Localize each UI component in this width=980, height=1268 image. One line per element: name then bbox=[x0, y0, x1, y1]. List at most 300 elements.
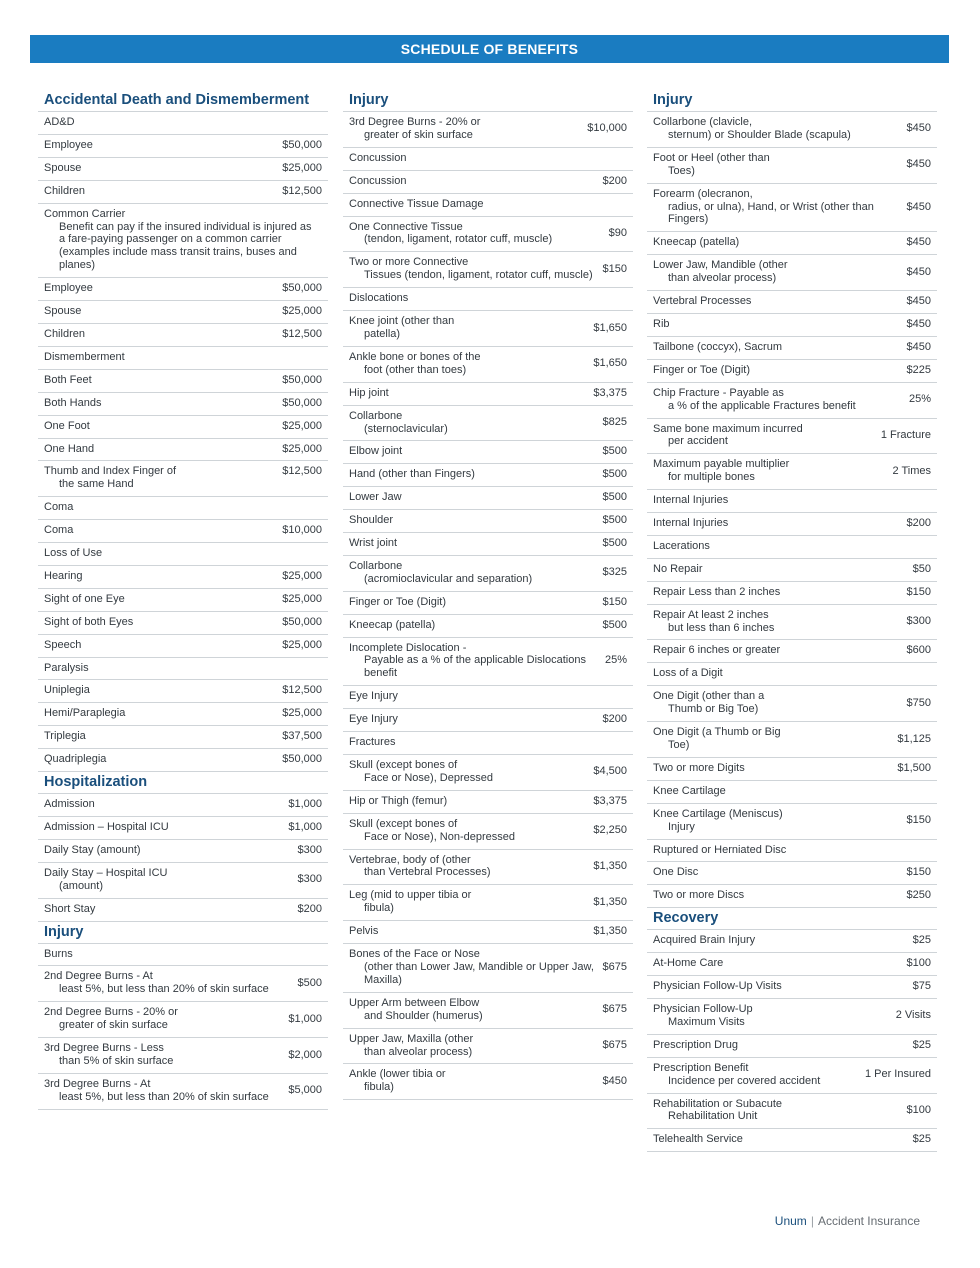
benefit-label-group bbox=[44, 593, 274, 606]
benefit-row bbox=[38, 112, 328, 135]
benefit-row bbox=[343, 252, 633, 288]
benefit-amount: $12,500 bbox=[282, 465, 322, 478]
benefit-amount: $150 bbox=[906, 814, 931, 827]
benefit-label: Internal Injuries bbox=[653, 517, 729, 530]
benefit-label: Triplegia bbox=[44, 730, 86, 743]
benefit-label: Maximum payable multiplier bbox=[653, 458, 790, 471]
benefit-amount: $1,350 bbox=[593, 859, 627, 872]
benefit-row bbox=[38, 966, 328, 1002]
benefit-label: Finger or Toe (Digit) bbox=[653, 363, 750, 376]
benefit-row bbox=[38, 461, 328, 497]
benefit-label-continued: Incidence per covered accident bbox=[668, 1074, 821, 1087]
benefit-label: Hand (other than Fingers) bbox=[349, 468, 475, 481]
benefit-amount: $100 bbox=[906, 957, 931, 970]
benefit-label-group bbox=[44, 903, 290, 916]
benefit-row bbox=[647, 885, 937, 908]
benefit-label: Ankle (lower tibia or bbox=[349, 1068, 446, 1081]
benefit-row bbox=[647, 419, 937, 455]
benefit-label: Eye Injury bbox=[349, 690, 398, 703]
benefit-row bbox=[38, 589, 328, 612]
benefit-label-group bbox=[349, 410, 595, 436]
benefit-label: Both Feet bbox=[44, 373, 92, 386]
benefit-label-continued: fibula) bbox=[364, 902, 394, 915]
benefit-label-group bbox=[44, 162, 274, 175]
benefit-row bbox=[38, 520, 328, 543]
benefit-label-group bbox=[44, 1042, 280, 1068]
benefit-label: Knee Cartilage bbox=[653, 784, 726, 797]
benefit-label-continued: (other than Lower Jaw, Mandible or Upper Jaw, Maxilla) bbox=[364, 960, 594, 986]
benefit-row bbox=[38, 278, 328, 301]
benefit-row bbox=[38, 658, 328, 681]
benefit-row bbox=[38, 135, 328, 158]
benefit-row bbox=[343, 464, 633, 487]
benefit-label: Two or more Discs bbox=[653, 889, 745, 902]
benefit-amount: $25,000 bbox=[282, 638, 322, 651]
benefit-label: One Hand bbox=[44, 442, 95, 455]
benefit-label: Two or more Digits bbox=[653, 761, 745, 774]
benefit-label: Leg (mid to upper tibia or bbox=[349, 889, 472, 902]
benefit-row bbox=[343, 592, 633, 615]
benefit-row bbox=[647, 513, 937, 536]
benefit-label: Vertebrae, body of (other bbox=[349, 853, 471, 866]
benefit-label-continued: least 5%, but less than 20% of skin surface bbox=[59, 1090, 269, 1103]
benefit-label-group bbox=[349, 759, 585, 785]
benefit-label-group bbox=[653, 341, 899, 354]
benefit-label-group bbox=[653, 586, 899, 599]
benefit-amount: $1,500 bbox=[897, 761, 931, 774]
benefit-label-continued: greater of skin surface bbox=[59, 1019, 168, 1032]
benefit-amount: $500 bbox=[602, 514, 627, 527]
benefit-row bbox=[647, 605, 937, 641]
benefit-amount: 25% bbox=[604, 654, 627, 667]
benefit-label-group bbox=[653, 494, 923, 507]
benefit-amount: $300 bbox=[297, 873, 322, 886]
benefit-row bbox=[647, 536, 937, 559]
benefit-amount: $25,000 bbox=[282, 161, 322, 174]
benefit-row bbox=[343, 383, 633, 406]
benefit-label-group bbox=[44, 501, 314, 514]
benefit-amount: $200 bbox=[906, 517, 931, 530]
column-1 bbox=[38, 90, 328, 1110]
benefit-label-group bbox=[653, 808, 899, 834]
benefit-label-group bbox=[349, 116, 579, 142]
benefit-label: Sight of both Eyes bbox=[44, 615, 134, 628]
benefit-amount: 1 Fracture bbox=[880, 428, 931, 441]
benefit-label-continued: Toes) bbox=[668, 164, 695, 177]
benefit-label: Concussion bbox=[349, 174, 407, 187]
benefit-label-continued: Face or Nose), Non-depressed bbox=[364, 830, 516, 843]
benefit-row bbox=[38, 612, 328, 635]
benefit-label-group bbox=[44, 948, 314, 961]
benefit-amount: $50,000 bbox=[282, 373, 322, 386]
benefit-label: 3rd Degree Burns - At bbox=[44, 1077, 151, 1090]
benefit-label: Loss of Use bbox=[44, 547, 103, 560]
benefit-amount: $250 bbox=[906, 889, 931, 902]
benefit-row bbox=[38, 635, 328, 658]
benefit-row bbox=[647, 383, 937, 419]
benefit-label: Collarbone (clavicle, bbox=[653, 116, 753, 128]
benefit-amount: $325 bbox=[602, 566, 627, 579]
benefit-label: Repair Less than 2 inches bbox=[653, 585, 781, 598]
benefit-label: Short Stay bbox=[44, 902, 96, 915]
benefit-label: Hip or Thigh (femur) bbox=[349, 794, 448, 807]
benefit-label: Chip Fracture - Payable as bbox=[653, 386, 784, 399]
benefit-row bbox=[38, 680, 328, 703]
section-heading: Recovery bbox=[647, 908, 937, 930]
footer-separator: | bbox=[810, 1214, 814, 1228]
benefit-label-group bbox=[44, 707, 274, 720]
benefit-label: Loss of a Digit bbox=[653, 667, 723, 680]
benefit-label-group bbox=[44, 208, 314, 273]
benefit-label-group bbox=[349, 514, 595, 527]
benefit-amount: $1,125 bbox=[897, 732, 931, 745]
benefit-amount: $50,000 bbox=[282, 138, 322, 151]
benefit-label: Spouse bbox=[44, 305, 82, 318]
benefit-label-group bbox=[44, 305, 274, 318]
benefit-amount: $675 bbox=[602, 1003, 627, 1016]
benefit-amount: $500 bbox=[602, 618, 627, 631]
benefit-label: Pelvis bbox=[349, 925, 379, 938]
benefit-label-continued: fibula) bbox=[364, 1081, 394, 1094]
benefit-amount: $150 bbox=[906, 866, 931, 879]
benefit-label-group bbox=[44, 465, 274, 491]
benefit-label-continued: Maximum Visits bbox=[668, 1015, 745, 1028]
benefit-label: Dislocations bbox=[349, 292, 409, 305]
benefit-label-group bbox=[44, 639, 274, 652]
benefit-label: Hip joint bbox=[349, 386, 389, 399]
benefit-row bbox=[38, 158, 328, 181]
benefit-label-group bbox=[349, 256, 595, 282]
benefit-row bbox=[647, 559, 937, 582]
benefit-row bbox=[647, 337, 937, 360]
benefit-label-continued: greater of skin surface bbox=[364, 128, 473, 141]
benefit-row bbox=[647, 640, 937, 663]
benefit-label: Lower Jaw bbox=[349, 491, 402, 504]
benefit-label-continued: foot (other than toes) bbox=[364, 363, 467, 376]
benefit-amount: $50 bbox=[912, 562, 931, 575]
benefit-label: Bones of the Face or Nose bbox=[349, 948, 480, 961]
benefit-label-group bbox=[653, 1062, 857, 1088]
benefit-amount: $675 bbox=[602, 960, 627, 973]
benefit-label-group bbox=[349, 642, 597, 681]
benefit-label: Spouse bbox=[44, 161, 82, 174]
benefit-label-group bbox=[349, 537, 595, 550]
benefit-label-group bbox=[349, 1033, 595, 1059]
benefit-row bbox=[343, 993, 633, 1029]
benefit-label: Same bone maximum incurred bbox=[653, 422, 803, 435]
benefit-label: Children bbox=[44, 327, 85, 340]
benefit-label: Rib bbox=[653, 317, 670, 330]
benefit-row bbox=[38, 347, 328, 370]
benefit-label-group bbox=[44, 867, 290, 893]
benefit-row bbox=[343, 148, 633, 171]
benefit-label: Ruptured or Herniated Disc bbox=[653, 843, 787, 856]
benefit-label: Eye Injury bbox=[349, 713, 398, 726]
benefit-label-group bbox=[44, 185, 274, 198]
benefit-label-group bbox=[349, 198, 619, 211]
benefit-row bbox=[647, 454, 937, 490]
benefit-label: Daily Stay (amount) bbox=[44, 843, 141, 856]
benefit-label-group bbox=[349, 818, 585, 844]
benefit-row bbox=[38, 370, 328, 393]
benefit-label: Employee bbox=[44, 282, 93, 295]
benefit-label: Daily Stay – Hospital ICU bbox=[44, 866, 168, 879]
benefit-row bbox=[38, 840, 328, 863]
benefit-amount: $450 bbox=[906, 200, 931, 213]
benefit-label: Lower Jaw, Mandible (other bbox=[653, 259, 788, 272]
benefit-label-group bbox=[653, 866, 899, 879]
benefit-amount: $5,000 bbox=[288, 1084, 322, 1097]
benefit-label-group bbox=[349, 315, 585, 341]
benefit-amount: $500 bbox=[602, 468, 627, 481]
benefit-label: Physician Follow-Up Visits bbox=[653, 980, 782, 993]
benefit-row bbox=[343, 510, 633, 533]
benefit-label-group bbox=[653, 458, 884, 484]
benefit-label: Shoulder bbox=[349, 514, 394, 527]
benefit-label: Skull (except bones of bbox=[349, 817, 458, 830]
benefit-amount: $12,500 bbox=[282, 184, 322, 197]
benefit-label-group bbox=[44, 547, 314, 560]
benefit-row bbox=[647, 1129, 937, 1152]
benefit-amount: $200 bbox=[602, 174, 627, 187]
benefit-row bbox=[38, 1002, 328, 1038]
benefit-amount: $50,000 bbox=[282, 282, 322, 295]
benefit-row bbox=[647, 804, 937, 840]
benefit-label: One Disc bbox=[653, 866, 699, 879]
benefit-row bbox=[647, 314, 937, 337]
benefit-row bbox=[647, 953, 937, 976]
benefit-row bbox=[38, 324, 328, 347]
benefit-amount: $25,000 bbox=[282, 707, 322, 720]
section-heading: Accidental Death and Dismemberment bbox=[38, 90, 328, 112]
benefit-label-continued: radius, or ulna), Hand, or Wrist (other than Fingers) bbox=[668, 200, 874, 226]
benefit-amount: 2 Visits bbox=[895, 1009, 931, 1022]
benefit-label-continued: Face or Nose), Depressed bbox=[364, 771, 493, 784]
benefit-row bbox=[343, 885, 633, 921]
benefit-label-continued: and Shoulder (humerus) bbox=[364, 1009, 483, 1022]
benefit-row bbox=[38, 393, 328, 416]
benefit-row bbox=[343, 217, 633, 253]
page-title: SCHEDULE OF BENEFITS bbox=[400, 41, 579, 57]
benefit-label-group bbox=[44, 397, 274, 410]
benefit-row bbox=[343, 1029, 633, 1065]
benefit-label-group bbox=[349, 690, 619, 703]
benefit-row bbox=[343, 944, 633, 993]
benefit-amount: $500 bbox=[602, 491, 627, 504]
footer bbox=[775, 1214, 920, 1228]
benefit-label-group bbox=[44, 684, 274, 697]
benefit-label-group bbox=[653, 1133, 905, 1146]
benefit-label-group bbox=[349, 795, 585, 808]
benefit-amount: $150 bbox=[602, 262, 627, 275]
benefit-label: Coma bbox=[44, 501, 74, 514]
benefit-amount: $25,000 bbox=[282, 305, 322, 318]
benefit-amount: $500 bbox=[602, 445, 627, 458]
benefit-label: Sight of one Eye bbox=[44, 592, 125, 605]
benefit-label: Admission – Hospital ICU bbox=[44, 821, 169, 833]
benefit-label: Quadriplegia bbox=[44, 753, 107, 766]
benefit-row bbox=[343, 686, 633, 709]
benefit-label: Wrist joint bbox=[349, 537, 398, 550]
benefit-label-continued: for multiple bones bbox=[668, 471, 755, 484]
benefit-label: Knee joint (other than bbox=[349, 315, 455, 328]
benefit-label-continued: than Vertebral Processes) bbox=[364, 866, 491, 879]
benefit-label-group bbox=[653, 295, 899, 308]
benefit-amount: 25% bbox=[908, 393, 931, 406]
benefit-label: Hearing bbox=[44, 569, 83, 582]
benefit-amount: $75 bbox=[912, 980, 931, 993]
benefit-label-group bbox=[44, 662, 314, 675]
benefit-label-continued: Tissues (tendon, ligament, rotator cuff, muscle) bbox=[364, 269, 593, 282]
benefit-row bbox=[343, 487, 633, 510]
benefit-label-continued: sternum) or Shoulder Blade (scapula) bbox=[668, 128, 851, 141]
benefit-label-continued: a % of the applicable Fractures benefit bbox=[668, 399, 856, 412]
benefit-label-group bbox=[349, 596, 595, 609]
benefit-label-continued: than alveolar process) bbox=[668, 272, 777, 285]
benefit-label: Prescription Drug bbox=[653, 1038, 738, 1051]
benefit-row bbox=[647, 232, 937, 255]
benefit-label: Fractures bbox=[349, 736, 396, 749]
benefit-label-group bbox=[44, 753, 274, 766]
benefit-label: Finger or Toe (Digit) bbox=[349, 595, 446, 608]
benefit-amount: $100 bbox=[906, 1103, 931, 1116]
benefit-label: Burns bbox=[44, 947, 73, 960]
benefit-amount: $12,500 bbox=[282, 684, 322, 697]
benefit-row bbox=[343, 533, 633, 556]
benefit-label: Coma bbox=[44, 524, 74, 537]
benefit-row bbox=[647, 781, 937, 804]
benefit-amount: $10,000 bbox=[587, 122, 627, 135]
benefit-label-group bbox=[44, 798, 280, 811]
benefit-label-continued: than 5% of skin surface bbox=[59, 1054, 174, 1067]
benefit-amount: $450 bbox=[906, 236, 931, 249]
benefit-label-group bbox=[653, 726, 889, 752]
benefit-row bbox=[343, 791, 633, 814]
benefit-label: Collarbone bbox=[349, 559, 403, 572]
benefit-amount: $1,000 bbox=[288, 821, 322, 833]
benefit-row bbox=[647, 112, 937, 148]
benefit-row bbox=[343, 171, 633, 194]
benefit-label-group bbox=[653, 116, 899, 142]
benefit-label: Children bbox=[44, 184, 85, 197]
benefit-row bbox=[647, 976, 937, 999]
benefit-amount: $450 bbox=[906, 265, 931, 278]
benefit-label-group bbox=[44, 524, 274, 537]
benefit-amount: $150 bbox=[602, 595, 627, 608]
benefit-label-group bbox=[44, 1078, 280, 1104]
footer-product: Accident Insurance bbox=[817, 1214, 920, 1228]
benefit-row bbox=[343, 288, 633, 311]
benefit-label-group bbox=[44, 443, 274, 456]
benefit-label-group bbox=[653, 259, 899, 285]
benefit-amount: $1,000 bbox=[288, 1012, 322, 1025]
benefit-row bbox=[38, 301, 328, 324]
benefit-label-continued: Injury bbox=[668, 820, 695, 833]
benefit-label: Rehabilitation or Subacute bbox=[653, 1097, 783, 1110]
benefit-label-group bbox=[653, 667, 923, 680]
benefit-row bbox=[38, 817, 328, 840]
benefit-label: Dismemberment bbox=[44, 350, 125, 363]
benefit-label: Prescription Benefit bbox=[653, 1061, 749, 1074]
benefit-amount: $90 bbox=[608, 226, 627, 239]
benefit-amount: $25 bbox=[912, 1038, 931, 1051]
benefit-label-group bbox=[44, 730, 274, 743]
benefit-label-group bbox=[44, 116, 314, 129]
benefit-row bbox=[38, 497, 328, 520]
benefit-label-group bbox=[653, 540, 923, 553]
benefit-row bbox=[647, 862, 937, 885]
benefit-label: Kneecap (patella) bbox=[653, 236, 740, 249]
benefit-row bbox=[343, 814, 633, 850]
benefit-label-continued: but less than 6 inches bbox=[668, 621, 775, 634]
benefit-label: Upper Jaw, Maxilla (other bbox=[349, 1032, 474, 1045]
benefit-amount: $50,000 bbox=[282, 615, 322, 628]
benefit-label-group bbox=[44, 420, 274, 433]
benefit-label-continued: (acromioclavicular and separation) bbox=[364, 572, 533, 585]
benefit-label-group bbox=[653, 188, 899, 227]
benefit-row bbox=[647, 1094, 937, 1130]
benefit-label: Tailbone (coccyx), Sacrum bbox=[653, 340, 782, 353]
benefit-label-group bbox=[653, 387, 901, 413]
benefit-row bbox=[38, 181, 328, 204]
benefit-amount: $450 bbox=[906, 122, 931, 135]
benefit-label-continued: Payable as a % of the applicable Dislocations benefit bbox=[364, 654, 586, 680]
benefit-label-group bbox=[349, 1068, 595, 1094]
benefit-row bbox=[647, 582, 937, 605]
benefit-label-group bbox=[349, 387, 585, 400]
benefit-label-group bbox=[349, 152, 619, 165]
benefit-amount: $1,650 bbox=[593, 357, 627, 370]
benefit-amount: $675 bbox=[602, 1039, 627, 1052]
benefit-label: Speech bbox=[44, 638, 82, 651]
benefit-amount: $4,500 bbox=[593, 765, 627, 778]
benefit-label-group bbox=[653, 423, 873, 449]
benefit-row bbox=[647, 490, 937, 513]
benefit-row bbox=[38, 439, 328, 462]
benefit-label: One Connective Tissue bbox=[349, 220, 463, 233]
benefit-label-group bbox=[44, 616, 274, 629]
benefit-label-continued: (sternoclavicular) bbox=[364, 422, 448, 435]
benefit-row bbox=[647, 930, 937, 953]
benefit-label-group bbox=[44, 139, 274, 152]
benefit-amount: $25,000 bbox=[282, 419, 322, 432]
benefit-label: Both Hands bbox=[44, 396, 102, 409]
benefit-label-group bbox=[653, 690, 899, 716]
benefit-label: AD&D bbox=[44, 116, 75, 128]
benefit-label-group bbox=[349, 468, 595, 481]
benefit-label: Repair 6 inches or greater bbox=[653, 644, 781, 657]
benefit-amount: $225 bbox=[906, 363, 931, 376]
benefit-amount: $1,650 bbox=[593, 321, 627, 334]
benefit-amount: $825 bbox=[602, 416, 627, 429]
benefit-row bbox=[38, 899, 328, 922]
benefit-label-continued: per accident bbox=[668, 435, 728, 448]
benefit-label: Telehealth Service bbox=[653, 1133, 743, 1146]
benefit-label-group bbox=[349, 619, 595, 632]
benefit-row bbox=[647, 722, 937, 758]
benefit-label-group bbox=[349, 925, 585, 938]
benefit-label-group bbox=[349, 713, 595, 726]
benefit-amount: $500 bbox=[602, 537, 627, 550]
benefit-row bbox=[38, 726, 328, 749]
benefit-label: Knee Cartilage (Meniscus) bbox=[653, 807, 783, 820]
benefit-row bbox=[38, 204, 328, 279]
benefit-label: Forearm (olecranon, bbox=[653, 187, 753, 200]
benefit-row bbox=[647, 148, 937, 184]
benefit-label: One Digit (other than a bbox=[653, 690, 765, 703]
benefit-label-group bbox=[349, 351, 585, 377]
benefit-amount: 2 Times bbox=[892, 464, 931, 477]
